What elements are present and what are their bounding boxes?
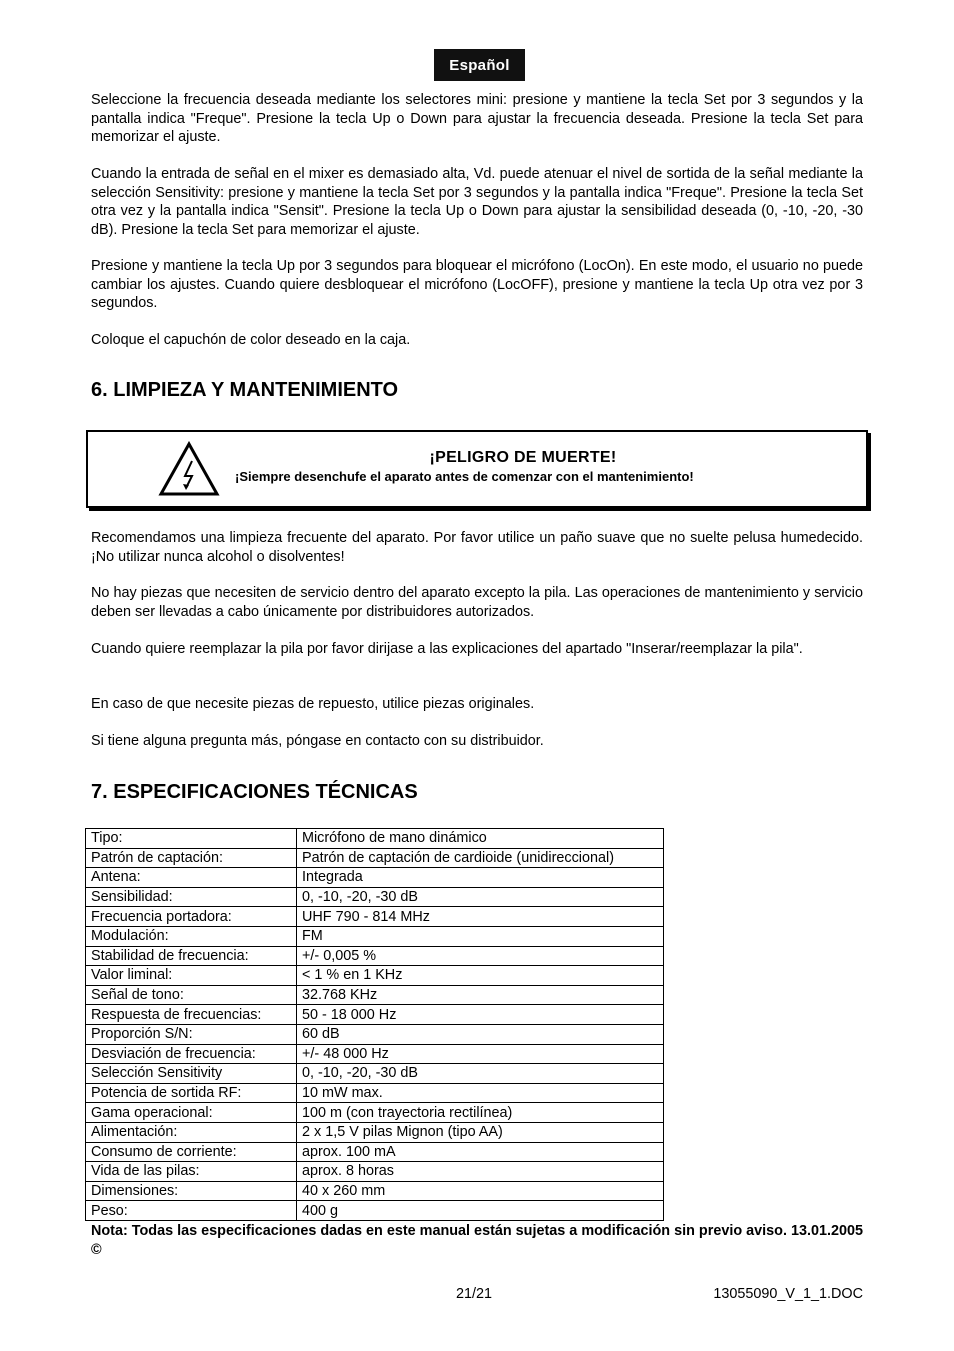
spec-value: 60 dB bbox=[297, 1024, 664, 1044]
table-row bbox=[86, 1122, 664, 1142]
specifications-note: Nota: Todas las especificaciones dadas en este manual están sujetas a modificación sin previo aviso. 13.01.2005 © bbox=[91, 1223, 863, 1258]
spec-label: Alimentación: bbox=[86, 1122, 297, 1142]
spec-label: Valor liminal: bbox=[86, 966, 297, 986]
spec-value: 0, -10, -20, -30 dB bbox=[297, 887, 664, 907]
spec-label: Selección Sensitivity bbox=[86, 1064, 297, 1084]
table-row bbox=[86, 1064, 664, 1084]
spec-value: 40 x 260 mm bbox=[297, 1181, 664, 1201]
spec-label: Gama operacional: bbox=[86, 1103, 297, 1123]
spec-label: Peso: bbox=[86, 1201, 297, 1221]
table-row bbox=[86, 829, 664, 849]
paragraph-battery: Cuando quiere reemplazar la pila por favor dirijase a las explicaciones del apartado "Inserar/reemplazar la pila". bbox=[91, 641, 803, 657]
spec-value: +/- 0,005 % bbox=[297, 946, 664, 966]
spec-label: Antena: bbox=[86, 868, 297, 888]
paragraph-spare-parts: En caso de que necesite piezas de repuesto, utilice piezas originales. bbox=[91, 696, 535, 712]
paragraph-lock: Presione y mantiene la tecla Up por 3 segundos para bloquear el micrófono (LocOn). En este modo, el usuario no puede cambiar los ajustes. Cuando quiere desbloquear el micrófono (LocOFF), presione y mantiene la tecla Up otra vez por 3 segundos. bbox=[91, 258, 863, 312]
table-row bbox=[86, 868, 664, 888]
table-row bbox=[86, 985, 664, 1005]
spec-value: 100 m (con trayectoria rectilínea) bbox=[297, 1103, 664, 1123]
spec-value: 32.768 KHz bbox=[297, 985, 664, 1005]
spec-label: Desviación de frecuencia: bbox=[86, 1044, 297, 1064]
spec-label: Vida de las pilas: bbox=[86, 1162, 297, 1182]
table-row bbox=[86, 1044, 664, 1064]
table-row bbox=[86, 1103, 664, 1123]
table-row bbox=[86, 848, 664, 868]
specifications-table bbox=[85, 828, 664, 1221]
spec-label: Potencia de sortida RF: bbox=[86, 1083, 297, 1103]
table-row bbox=[86, 1181, 664, 1201]
spec-value: aprox. 8 horas bbox=[297, 1162, 664, 1182]
warning-text: ¡Siempre desenchufe el aparato antes de comenzar con el mantenimiento! bbox=[235, 469, 694, 484]
table-row bbox=[86, 887, 664, 907]
spec-value: Patrón de captación de cardioide (unidireccional) bbox=[297, 848, 664, 868]
table-row bbox=[86, 966, 664, 986]
spec-label: Stabilidad de frecuencia: bbox=[86, 946, 297, 966]
paragraph-frequency: Seleccione la frecuencia deseada mediante los selectores mini: presione y mantiene la tecla Set por 3 segundos y la pantalla indica "Freque". Presione la tecla Up o Down para ajustar la frecuencia deseada. Presione la tecla Set para memorizar el ajuste. bbox=[91, 92, 863, 146]
spec-value: 0, -10, -20, -30 dB bbox=[297, 1064, 664, 1084]
spec-value: Integrada bbox=[297, 868, 664, 888]
spec-label: Sensibilidad: bbox=[86, 887, 297, 907]
danger-warning-box bbox=[86, 430, 868, 508]
table-row bbox=[86, 907, 664, 927]
spec-value: < 1 % en 1 KHz bbox=[297, 966, 664, 986]
spec-value: aprox. 100 mA bbox=[297, 1142, 664, 1162]
section-7-heading: 7. ESPECIFICACIONES TÉCNICAS bbox=[91, 781, 418, 803]
spec-label: Frecuencia portadora: bbox=[86, 907, 297, 927]
table-row bbox=[86, 946, 664, 966]
spec-label: Respuesta de frecuencias: bbox=[86, 1005, 297, 1025]
spec-label: Tipo: bbox=[86, 829, 297, 849]
spec-value: UHF 790 - 814 MHz bbox=[297, 907, 664, 927]
language-tag: Español bbox=[434, 49, 525, 81]
spec-label: Modulación: bbox=[86, 926, 297, 946]
spec-label: Señal de tono: bbox=[86, 985, 297, 1005]
section-6-heading: 6. LIMPIEZA Y MANTENIMIENTO bbox=[91, 379, 399, 401]
spec-label: Patrón de captación: bbox=[86, 848, 297, 868]
spec-value: Micrófono de mano dinámico bbox=[297, 829, 664, 849]
table-row bbox=[86, 926, 664, 946]
spec-value: FM bbox=[297, 926, 664, 946]
spec-value: 10 mW max. bbox=[297, 1083, 664, 1103]
document-id: 13055090_V_1_1.DOC bbox=[713, 1286, 863, 1302]
paragraph-service: No hay piezas que necesiten de servicio dentro del aparato excepto la pila. Las operaciones de mantenimiento y servicio deben ser llevadas a cabo únicamente por distribuidores autorizados. bbox=[91, 585, 863, 620]
spec-value: +/- 48 000 Hz bbox=[297, 1044, 664, 1064]
table-row bbox=[86, 1005, 664, 1025]
paragraph-sensitivity: Cuando la entrada de señal en el mixer es demasiado alta, Vd. puede atenuar el nivel de sortida de la señal mediante la selección Sensitivity: presione y mantiene la tecla Set por 3 segundos y la pantalla indica "Freque". Presione la tecla Set otra vez y la pantalla indica "Sensit". Presione la tecla Up o Down para ajustar la sensibilidad deseada (0, -10, -20, -30 dB). Presione la tecla Set para memorizar el ajuste. bbox=[91, 166, 863, 238]
spec-value: 2 x 1,5 V pilas Mignon (tipo AA) bbox=[297, 1122, 664, 1142]
table-row bbox=[86, 1083, 664, 1103]
table-row bbox=[86, 1162, 664, 1182]
spec-label: Dimensiones: bbox=[86, 1181, 297, 1201]
table-row bbox=[86, 1024, 664, 1044]
paragraph-contact: Si tiene alguna pregunta más, póngase en contacto con su distribuidor. bbox=[91, 733, 544, 749]
page-number: 21/21 bbox=[456, 1286, 493, 1302]
table-row bbox=[86, 1201, 664, 1221]
warning-title: ¡PELIGRO DE MUERTE! bbox=[429, 449, 617, 466]
spec-value: 400 g bbox=[297, 1201, 664, 1221]
paragraph-cleaning: Recomendamos una limpieza frecuente del aparato. Por favor utilice un paño suave que no suelte pelusa humedecido. ¡No utilizar nunca alcohol o disolventes! bbox=[91, 530, 863, 565]
table-row bbox=[86, 1142, 664, 1162]
spec-label: Consumo de corriente: bbox=[86, 1142, 297, 1162]
spec-value: 50 - 18 000 Hz bbox=[297, 1005, 664, 1025]
paragraph-cap: Coloque el capuchón de color deseado en la caja. bbox=[91, 332, 411, 348]
spec-label: Proporción S/N: bbox=[86, 1024, 297, 1044]
